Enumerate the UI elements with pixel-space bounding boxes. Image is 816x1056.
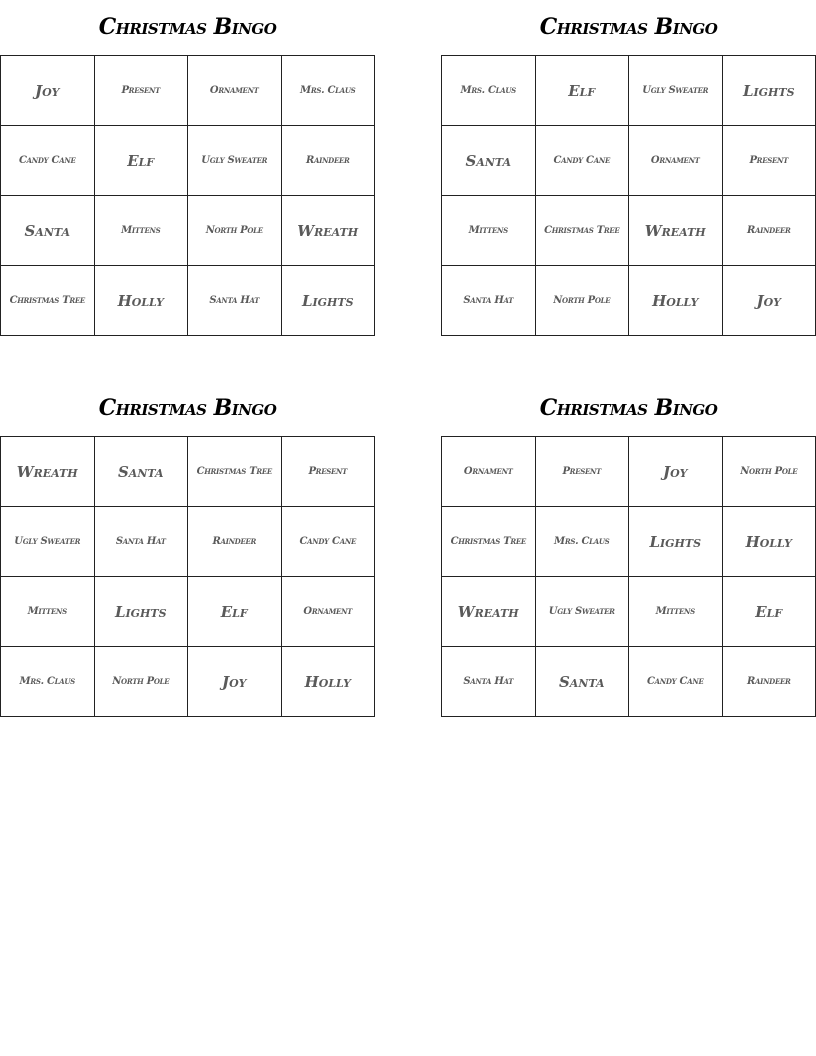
bingo-cell: Mrs. Claus — [442, 56, 536, 126]
bingo-cell: North Pole — [723, 437, 816, 507]
grid-row — [1, 196, 375, 266]
bingo-cell: Ugly Sweater — [629, 56, 723, 126]
bingo-cell: Candy Cane — [1, 126, 95, 196]
bingo-cell: Santa Hat — [95, 507, 189, 577]
bingo-cell: Wreath — [442, 577, 536, 647]
bingo-grid — [0, 55, 375, 336]
bingo-cell: Christmas Tree — [442, 507, 536, 577]
bingo-cell: Mittens — [629, 577, 723, 647]
grid-row — [442, 266, 816, 336]
grid-row — [1, 507, 375, 577]
bingo-cell: North Pole — [188, 196, 282, 266]
bingo-grid — [441, 55, 816, 336]
bingo-cell: Present — [536, 437, 630, 507]
grid-row — [442, 507, 816, 577]
bingo-cell: Joy — [188, 647, 282, 717]
bingo-cell: Ugly Sweater — [1, 507, 95, 577]
grid-row — [1, 437, 375, 507]
bingo-cell: Ornament — [629, 126, 723, 196]
bingo-cell: Present — [95, 56, 189, 126]
card-title: Christmas Bingo — [539, 395, 718, 421]
bingo-cell: Lights — [282, 266, 376, 336]
bingo-cell: Raindeer — [723, 647, 816, 717]
bingo-cell: Ugly Sweater — [188, 126, 282, 196]
bingo-grid — [0, 436, 375, 717]
grid-row — [442, 56, 816, 126]
bingo-cell: Mrs. Claus — [1, 647, 95, 717]
bingo-cell: Mittens — [1, 577, 95, 647]
bingo-cell: Wreath — [282, 196, 376, 266]
grid-row — [1, 126, 375, 196]
bingo-cell: Santa — [1, 196, 95, 266]
bingo-cell: Raindeer — [188, 507, 282, 577]
bingo-grid — [441, 436, 816, 717]
bingo-cell: Holly — [282, 647, 376, 717]
bingo-cell: Elf — [723, 577, 816, 647]
card-title: Christmas Bingo — [98, 395, 277, 421]
bingo-cell: Lights — [95, 577, 189, 647]
grid-row — [442, 126, 816, 196]
bingo-cell: Mrs. Claus — [282, 56, 376, 126]
grid-row — [1, 56, 375, 126]
bingo-cell: Raindeer — [282, 126, 376, 196]
card-title: Christmas Bingo — [98, 14, 277, 40]
bingo-cell: Wreath — [1, 437, 95, 507]
grid-row — [1, 266, 375, 336]
bingo-cell: Elf — [188, 577, 282, 647]
bingo-cell: Holly — [95, 266, 189, 336]
grid-row — [1, 647, 375, 717]
bingo-cell: Holly — [629, 266, 723, 336]
bingo-cell: Ornament — [282, 577, 376, 647]
grid-row — [442, 437, 816, 507]
grid-row — [442, 577, 816, 647]
bingo-cell: Lights — [629, 507, 723, 577]
bingo-cell: Santa — [442, 126, 536, 196]
grid-row — [442, 647, 816, 717]
bingo-cell: Candy Cane — [282, 507, 376, 577]
bingo-cell: Mittens — [95, 196, 189, 266]
bingo-cell: Lights — [723, 56, 816, 126]
bingo-cell: Santa Hat — [188, 266, 282, 336]
bingo-cell: Elf — [95, 126, 189, 196]
bingo-cell: Candy Cane — [536, 126, 630, 196]
bingo-cell: Candy Cane — [629, 647, 723, 717]
bingo-cell: Present — [282, 437, 376, 507]
bingo-cell: Santa Hat — [442, 647, 536, 717]
bingo-cell: Joy — [1, 56, 95, 126]
bingo-cell: Mrs. Claus — [536, 507, 630, 577]
bingo-cell: Christmas Tree — [188, 437, 282, 507]
bingo-cell: Joy — [723, 266, 816, 336]
bingo-cell: Christmas Tree — [1, 266, 95, 336]
bingo-cell: Santa — [536, 647, 630, 717]
bingo-cell: Present — [723, 126, 816, 196]
bingo-cell: Christmas Tree — [536, 196, 630, 266]
bingo-cell: Santa — [95, 437, 189, 507]
grid-row — [442, 196, 816, 266]
bingo-cell: North Pole — [95, 647, 189, 717]
grid-row — [1, 577, 375, 647]
bingo-cell: Ornament — [442, 437, 536, 507]
bingo-cell: North Pole — [536, 266, 630, 336]
bingo-cell: Wreath — [629, 196, 723, 266]
bingo-cell: Ornament — [188, 56, 282, 126]
bingo-cell: Santa Hat — [442, 266, 536, 336]
card-title: Christmas Bingo — [539, 14, 718, 40]
bingo-cell: Elf — [536, 56, 630, 126]
bingo-cell: Raindeer — [723, 196, 816, 266]
bingo-cell: Mittens — [442, 196, 536, 266]
bingo-cell: Ugly Sweater — [536, 577, 630, 647]
bingo-cell: Joy — [629, 437, 723, 507]
bingo-cell: Holly — [723, 507, 816, 577]
